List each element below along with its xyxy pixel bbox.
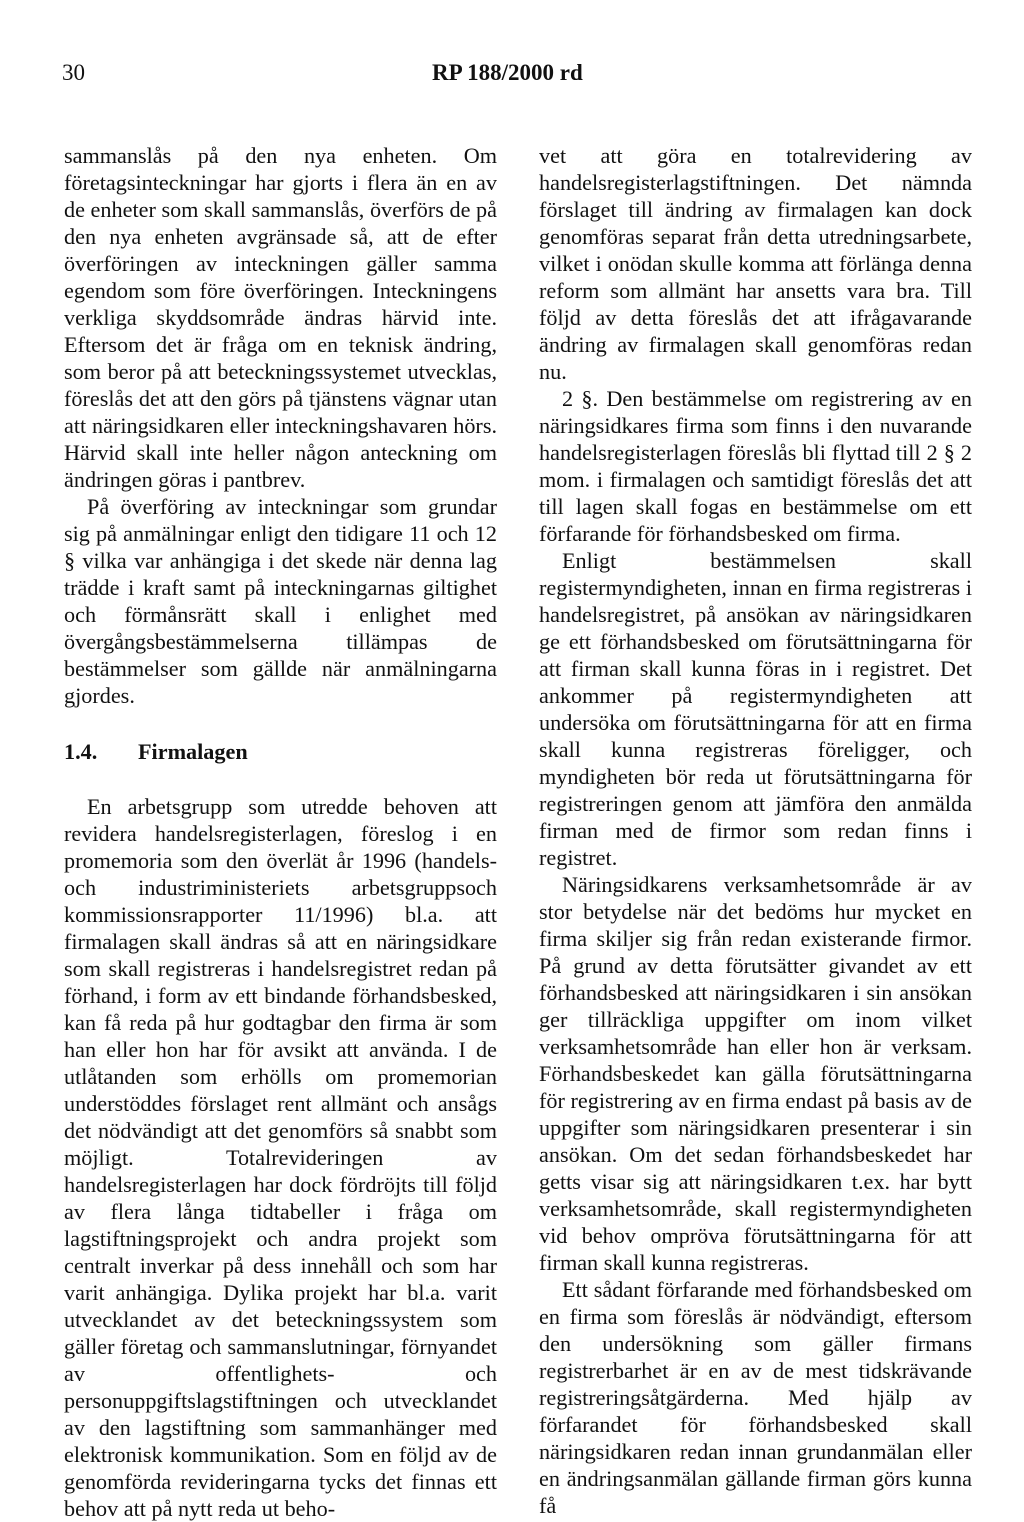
left-paragraph-2: På överföring av inteckningar som grundar sig på anmälningar enligt den tidigare 11 och 12 § vilka var anhängiga i det skede när denna lag trädde i kraft samt på inteckningarnas giltighet och förmånsrätt skall i enlighet med övergångsbestämmelserna tillämpas de bestämmelser som gällde när anmälningarna gjordes. [64,494,497,708]
section-heading [64,738,497,765]
left-paragraph-3: En arbetsgrupp som utredde behoven att revidera handelsregisterlagen, föreslog i en promemoria som den överlät år 1996 (handels- och industriministeriets arbetsgruppsoch kommissionsrapporter 11/1996) bl.a. att firmalagen skall ändras så att en näringsidkare som skall registreras i handelsregistret redan på förhand, i form av ett bindande förhandsbesked, kan få reda på hur godtagbar den firma är som han eller hon har för avsikt att använda. I de utlåtanden som erhölls om promemorian understöddes förslaget rent allmänt och ansågs det nödvändigt att det genomförs så snabbt som möjligt. Totalrevideringen av handelsregisterlagen har dock fördröjts till följd av flera långa tidtabeller i fråga om lagstiftningsprojekt och andra projekt som centralt inverkar på dess innehåll och som har varit anhängiga. Dylika projekt har bl.a. varit utvecklandet av det beteckningssystem som gäller företag och sammanslutningar, förnyandet av offentlighets- och personuppgiftslagstiftningen och utvecklandet av den lagstiftning som sammanhänger med elektronisk kommunikation. Som en följd av de genomförda revideringarna tycks det finnas ett behov att på nytt reda ut beho- [64,794,497,1521]
running-title: RP 188/2000 rd [432,60,583,85]
right-column [539,142,972,1519]
right-paragraph-2: 2 §. Den bestämmelse om registrering av en näringsidkares firma som finns i den nuvarande handelsregisterlagen föreslås bli flyttad till 2 § 2 mom. i firmalagen och samtidigt föreslås det att till lagen skall fogas en bestämmelse om ett förfarande för förhandsbesked om firma. [539,386,972,546]
left-column [64,142,497,1522]
right-paragraph-1: vet att göra en totalrevidering av handelsregisterlagstiftningen. Det nämnda förslaget till ändring av firmalagen kan dock genomföras separat från detta utredningsarbete, vilket i onödan skulle komma att förlänga denna reform som allmänt har ansetts vara bra. Till följd av detta föreslås det att ifrågavarande ändring av firmalagen skall genomföras redan nu. [539,143,972,384]
section-heading-number: 1.4. [64,739,98,764]
page-number: 30 [62,60,85,85]
right-paragraph-4: Näringsidkarens verksamhetsområde är av stor betydelse när det bedöms hur mycket en firma skiljer sig från redan existerande firmor. På grund av detta förutsätter givandet av ett förhandsbesked att näringsidkaren i sin ansökan ger tillräckliga uppgifter om inom vilket verksamhetsområde han eller hon är verksam. Förhandsbeskedet kan gälla förutsättningarna för registrering av en firma endast på basis av de uppgifter som näringsidkaren presenterar i sin ansökan. Om det sedan förhandsbeskedet har getts visar sig att näringsidkaren t.ex. har bytt verksamhetsområde, skall registermyndigheten vid behov ompröva förutsättningarna för att firman skall kunna registreras. [539,872,972,1275]
right-paragraph-5: Ett sådant förfarande med förhandsbesked om en firma som föreslås är nödvändigt, eftersom den undersökning som gäller firmans registrerbarhet är en av de mest tidskrävande registreringsåtgärderna. Med hjälp av förfarandet för förhandsbesked skall näringsidkaren redan innan grundanmälan eller en ändringsanmälan gällande firman görs kunna få [539,1277,972,1518]
right-paragraph-3: Enligt bestämmelsen skall registermyndigheten, innan en firma registreras i handelsregistret, på ansökan av näringsidkaren ge ett förhandsbesked om förutsättningarna för att firman skall kunna föras in i registret. Det ankommer på registermyndigheten att undersöka om förutsättningarna för att en firma skall kunna registreras föreligger, och myndigheten bör reda ut förutsättningarna för registreringen genom att jämföra den anmälda firman med de firmor som redan finns i registret. [539,548,972,870]
left-paragraph-1: sammanslås på den nya enheten. Om företagsinteckningar har gjorts i flera än en av de enheter som skall sammanslås, överförs de på den nya enheten avgränsade så, att de efter överföringen av inteckningen gäller samma egendom som före överföringen. Inteckningens verkliga skyddsområde ändras härvid inte. Eftersom det är fråga om en teknisk ändring, som beror på att beteckningssystemet utvecklas, föreslås det att den görs på tjänstens vägnar utan att näringsidkaren eller inteckningshavaren hörs. Härvid skall inte heller någon anteckning om ändringen göras i pantbrev. [64,143,497,492]
section-heading-title: Firmalagen [138,739,248,764]
